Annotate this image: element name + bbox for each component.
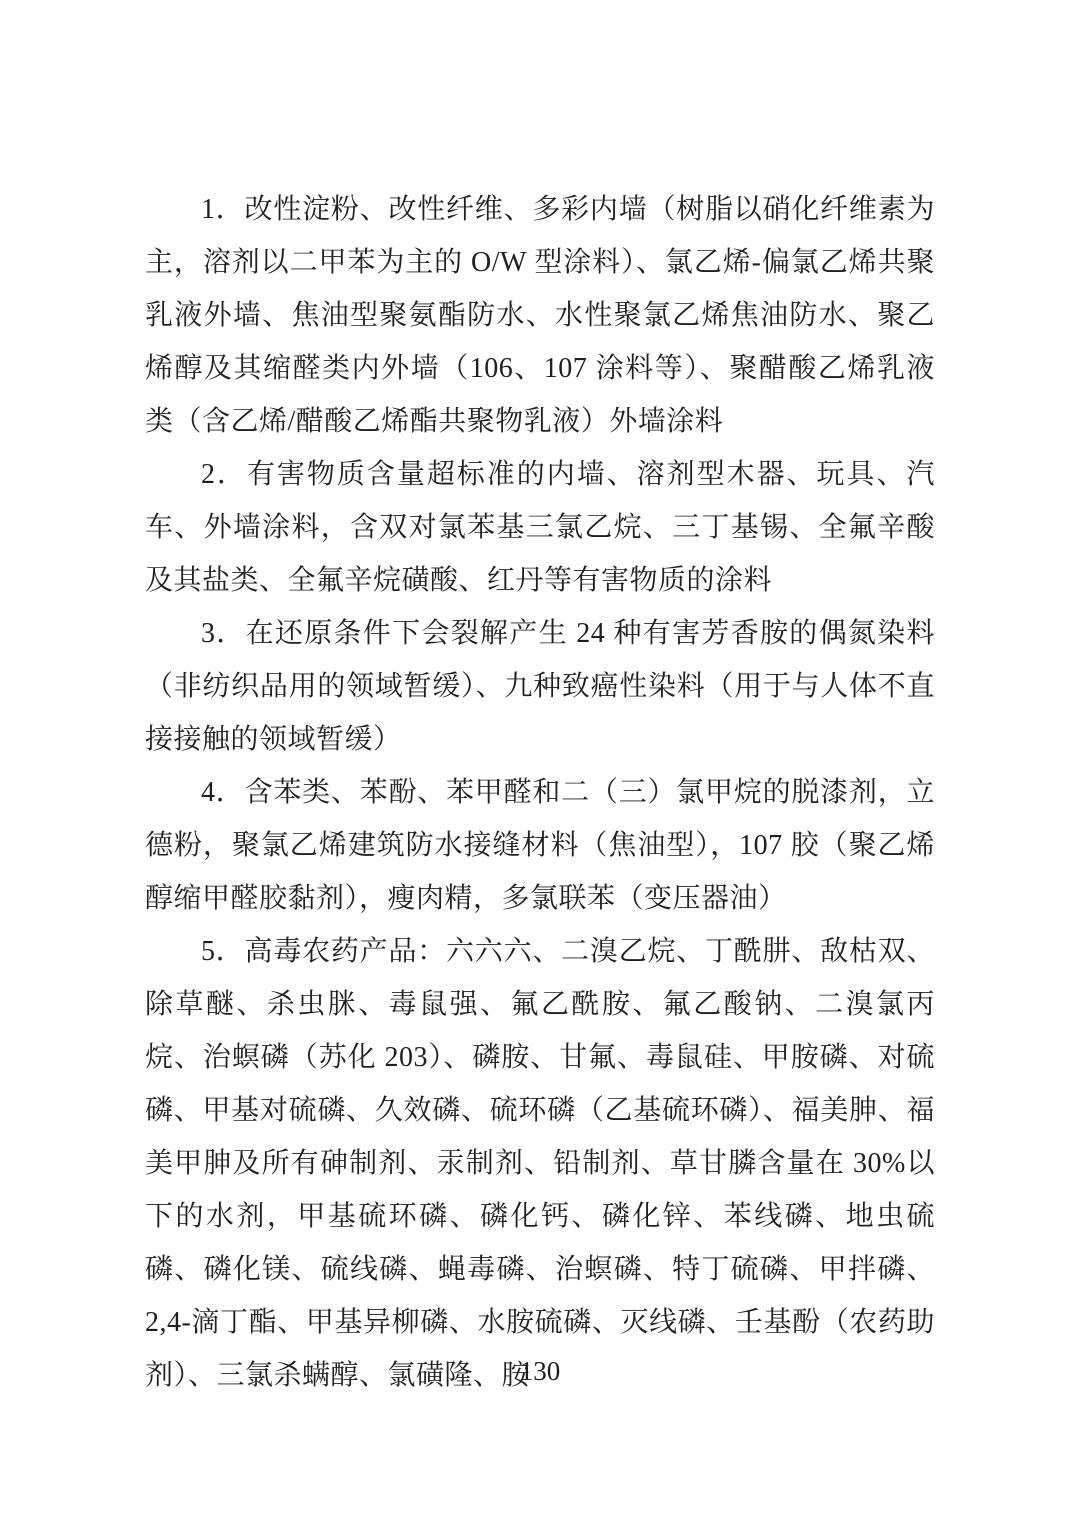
- paragraph-4: 4．含苯类、苯酚、苯甲醛和二（三）氯甲烷的脱漆剂，立德粉，聚氯乙烯建筑防水接缝材料（焦油型），107 胶（聚乙烯醇缩甲醛胶黏剂），瘦肉精，多氯联苯（变压器油）: [145, 777, 935, 914]
- paragraph-2: 2．有害物质含量超标准的内墙、溶剂型木器、玩具、汽车、外墙涂料，含双对氯苯基三氯乙烷、三丁基锡、全氟辛酸及其盐类、全氟辛烷磺酸、红丹等有害物质的涂料: [145, 459, 935, 596]
- paragraph-1: 1．改性淀粉、改性纤维、多彩内墙（树脂以硝化纤维素为主，溶剂以二甲苯为主的 O/W 型涂料）、氯乙烯-偏氯乙烯共聚乳液外墙、焦油型聚氨酯防水、水性聚氯乙烯焦油防水、聚乙烯醇及其缩醛类内外墙（106、107 涂料等）、聚醋酸乙烯乳液类（含乙烯/醋酸乙烯酯共聚物乳液）外墙涂料: [145, 194, 935, 437]
- page-number: 130: [519, 1356, 561, 1386]
- body-text: [145, 183, 935, 1402]
- paragraph-5: 5．高毒农药产品：六六六、二溴乙烷、丁酰肼、敌枯双、除草醚、杀虫脒、毒鼠强、氟乙酰胺、氟乙酸钠、二溴氯丙烷、治螟磷（苏化 203）、磷胺、甘氟、毒鼠硅、甲胺磷、对硫磷、甲基对硫磷、久效磷、硫环磷（乙基硫环磷）、福美胂、福美甲胂及所有砷制剂、汞制剂、铅制剂、草甘膦含量在 30%以下的水剂，甲基硫环磷、磷化钙、磷化锌、苯线磷、地虫硫磷、磷化镁、硫线磷、蝇毒磷、治螟磷、特丁硫磷、甲拌磷、2,4-滴丁酯、甲基异柳磷、水胺硫磷、灭线磷、壬基酚（农药助剂）、三氯杀螨醇、氯磺隆、胺: [145, 936, 935, 1391]
- paragraph-3: 3．在还原条件下会裂解产生 24 种有害芳香胺的偶氮染料（非纺织品用的领域暂缓）、九种致癌性染料（用于与人体不直接接触的领域暂缓）: [145, 618, 935, 755]
